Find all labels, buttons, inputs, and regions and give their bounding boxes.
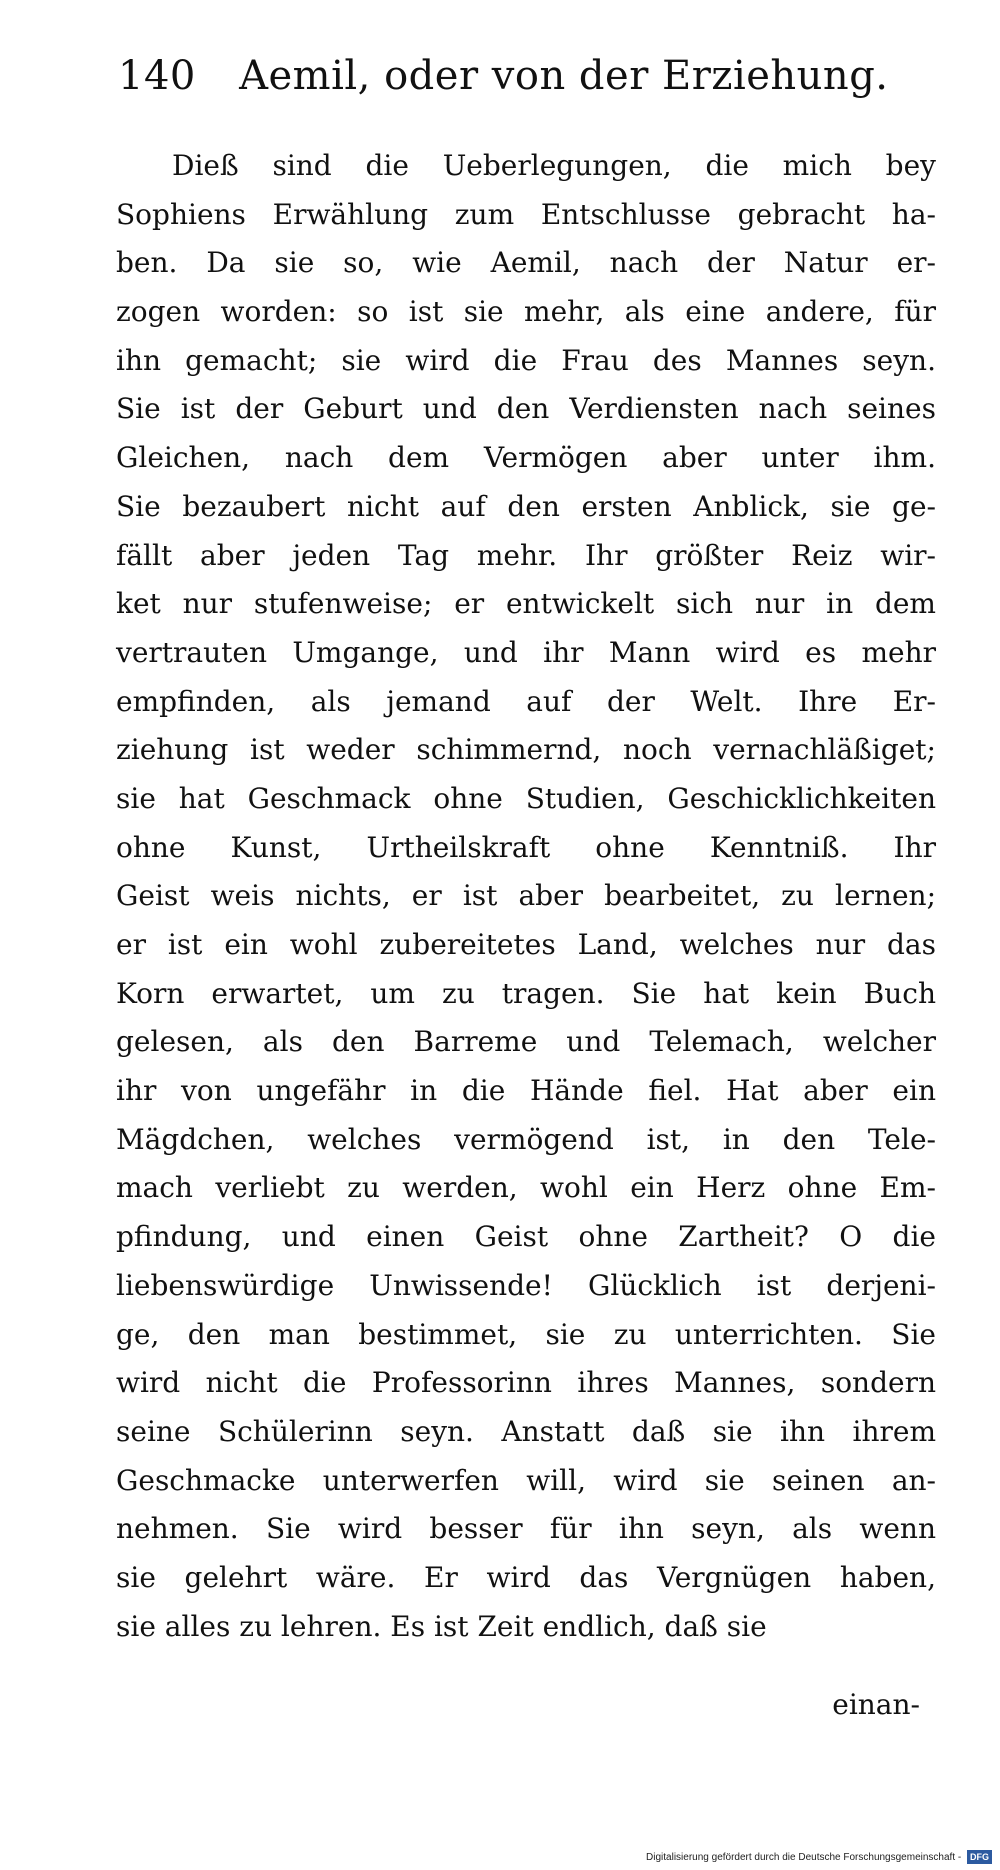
text-line: gelesen, als den Barreme und Telemach, welcher — [116, 1025, 936, 1059]
text-line: Sie ist der Geburt und den Verdiensten nach seines — [116, 392, 936, 426]
text-line: Geschmacke unterwerfen will, wird sie seinen an- — [116, 1463, 936, 1497]
text-line: wird nicht die Professorinn ihres Mannes, sondern — [116, 1366, 936, 1400]
text-line: seine Schülerinn seyn. Anstatt daß sie ihn ihrem — [116, 1414, 936, 1448]
text-line: nehmen. Sie wird besser für ihn seyn, als wenn — [116, 1512, 936, 1546]
text-line: mach verliebt zu werden, wohl ein Herz ohne Em- — [116, 1171, 936, 1205]
text-line: empfinden, als jemand auf der Welt. Ihre Er- — [116, 684, 936, 718]
running-head — [118, 46, 889, 106]
text-line: ihr von ungefähr in die Hände fiel. Hat aber ein — [116, 1074, 936, 1108]
text-line: ziehung ist weder schimmernd, noch vernachläßiget; — [116, 733, 936, 767]
text-line: Dieß sind die Ueberlegungen, die mich bey — [172, 149, 936, 182]
text-line: er ist ein wohl zubereitetes Land, welches nur das — [116, 928, 936, 961]
footer-text: Digitalisierung gefördert durch die Deutsche Forschungsgemeinschaft - — [646, 1852, 962, 1863]
dfg-logo: DFG — [967, 1850, 992, 1864]
digitization-footer — [646, 1850, 992, 1866]
text-line: ohne Kunst, Urtheilskraft ohne Kenntniß. Ihr — [116, 830, 936, 864]
text-line: Gleichen, nach dem Vermögen aber unter ihm. — [116, 441, 936, 475]
text-line: zogen worden: so ist sie mehr, als eine andere, für — [116, 295, 936, 329]
running-title: Aemil, oder von der Erziehung. — [239, 53, 889, 99]
text-line: ket nur stufenweise; er entwickelt sich nur in dem — [116, 587, 936, 621]
text-line: Sophiens Erwählung zum Entschlusse gebracht ha- — [116, 197, 936, 231]
page-number: 140 — [118, 53, 196, 99]
text-line: Mägdchen, welches vermögend ist, in den Tele- — [116, 1122, 936, 1156]
text-line: ge, den man bestimmet, sie zu unterrichten. Sie — [116, 1317, 936, 1351]
text-line: Sie bezaubert nicht auf den ersten Anblick, sie ge- — [116, 489, 936, 523]
text-line: Korn erwartet, um zu tragen. Sie hat kein Buch — [116, 976, 936, 1010]
text-line: sie gelehrt wäre. Er wird das Vergnügen haben, — [116, 1560, 936, 1594]
text-line: sie alles zu lehren. Es ist Zeit endlich, daß sie — [116, 1609, 767, 1643]
text-line: ihn gemacht; sie wird die Frau des Mannes seyn. — [116, 343, 936, 377]
text-line: fällt aber jeden Tag mehr. Ihr größter Reiz wir- — [116, 538, 936, 572]
catchword: einan- — [832, 1688, 920, 1721]
text-line: pfindung, und einen Geist ohne Zartheit? O die — [116, 1220, 936, 1254]
text-line: vertrauten Umgange, und ihr Mann wird es mehr — [116, 635, 936, 669]
text-line: ben. Da sie so, wie Aemil, nach der Natur er- — [116, 246, 936, 280]
text-line: Geist weis nichts, er ist aber bearbeitet, zu lernen; — [116, 879, 936, 913]
body-text — [116, 142, 936, 1651]
text-line: sie hat Geschmack ohne Studien, Geschicklichkeiten — [116, 781, 936, 815]
text-line: liebenswürdige Unwissende! Glücklich ist derjeni- — [116, 1268, 936, 1302]
